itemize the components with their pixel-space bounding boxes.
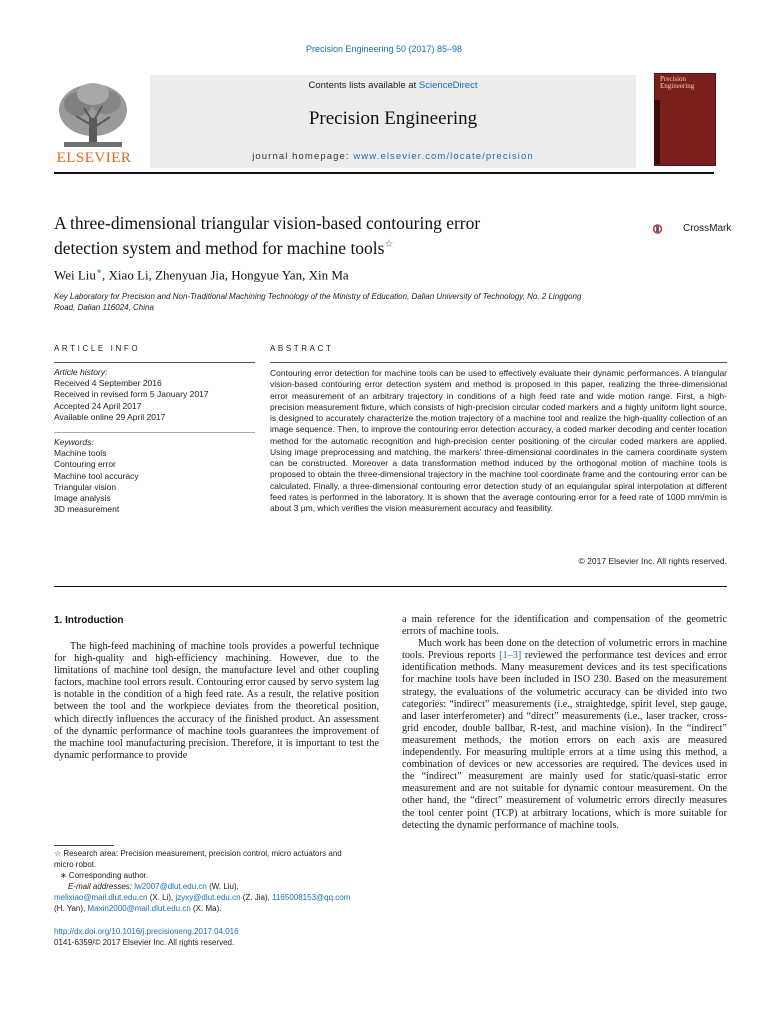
author-others: , Xiao Li, Zhenyuan Jia, Hongyue Yan, Xin Ma (102, 267, 349, 283)
email-link[interactable]: Maxin2000@mail.dlut.edu.cn (87, 904, 191, 913)
intro-paragraph-2-rest: reviewed the performance test devices and error identification methods. Many measurement devices and its test specifications for machine tools have been included in ISO 230. Based on the measurement strategy, the evaluations of the volumetric accuracy can be divided into two categories: “indirect” measurements (i.e., straightedge, spirit level, step gauge, and laser interferometer) and “direct” measurements (i.e., laser tracker, cross-grid encoder, double ballbar, R-test, and machine vision). In the “indirect” measurement methods, the motion errors on each axis are measured independently. For measuring multiple errors at a time using this method, a combination of devices or new accessories are required. The devices used in the “indirect” measurement are mainly used for static/quasi-static error measurement and are not suitable for dynamic contour measurement. On the other hand, the “direct” measurement of volumetric errors directly measures the tool center point (TCP) at arbitrary locations, which is more suitable for detecting the dynamic performance of machine tools. (402, 650, 727, 831)
abstract-rule (270, 362, 727, 363)
crossmark-icon[interactable] (652, 216, 682, 242)
footnote-emails-2 (54, 892, 379, 903)
homepage-prefix: journal homepage: (252, 151, 354, 162)
intro-paragraph-2 (402, 638, 727, 832)
sciencedirect-link[interactable]: ScienceDirect (418, 80, 478, 91)
keyword-item: Contouring error (54, 459, 116, 470)
paper-title-text: detection system and method for machine tools (54, 237, 385, 258)
article-history (54, 367, 254, 423)
keyword-item: Machine tool accuracy (54, 470, 139, 481)
email-label: E-mail addresses: (68, 882, 135, 891)
keyword-item: Image analysis (54, 493, 111, 504)
footnote-rule (54, 845, 114, 846)
keyword-item: 3D measurement (54, 504, 120, 515)
body-left-column (54, 641, 379, 762)
footnote-corresponding: ∗ Corresponding author. (60, 871, 149, 880)
publication-meta (54, 926, 379, 948)
history-revised: Received in revised form 5 January 2017 (54, 389, 209, 400)
email-link[interactable]: lw2007@dlut.edu.cn (134, 882, 207, 891)
journal-cover-title: Precision Engineering (660, 75, 695, 90)
history-online: Available online 29 April 2017 (54, 411, 166, 422)
history-accepted: Accepted 24 April 2017 (54, 400, 142, 411)
journal-cover-strip (654, 100, 660, 164)
elsevier-wordmark: ELSEVIER (56, 150, 132, 166)
keywords-rule (54, 432, 255, 433)
title-footnote-mark[interactable]: ☆ (384, 239, 394, 250)
intro-paragraph-2-start: Much work has been done on the detection of volumetric errors in machine tools. Previous reports (402, 638, 727, 662)
affiliation-line2: Road, Dalian 116024, China (54, 303, 154, 312)
contents-line (150, 80, 636, 91)
abstract-heading: ABSTRACT (270, 344, 334, 353)
reference-link[interactable]: [1–3] (499, 650, 522, 662)
crossmark-label[interactable]: CrossMark (683, 223, 732, 234)
journal-name: Precision Engineering (308, 108, 478, 129)
abstract-text: Contouring error detection for machine tools can be used to effectively evaluate their dynamic performances. A triangular vision-based contouring error detection system and method is proposed in this paper, realizing the three-dimensional error measurement of an arbitrary trajectory in conditions of a high feed rate and wide motion range. First, a high-precision measurement fixture, which consists of high-precision circular coded markers and a highly uniform light source, is designed to accurately characterize the motion trajectory of a machine tool and realize the high-quality collection of an image sequence. Then, to improve the contouring error detection accuracy, a coded marker decoding and center location method for the automatic recognition and high-precision center positioning of the circular coded markers are applied. Using image preprocessing and matching, the markers' three-dimensional coordinates in the camera coordinate system can be constructed. Moreover a data transformation method induced by the orthogonal motion of machine tools is proposed to obtain the three-dimensional trajectory in the machine tool coordinate frame and the contouring error can be calculated. Finally, a three-dimensional contouring error detection study of an equiangular spiral interpolation at different feed rates is performed in the laboratory. It is shown that the average contouring error for a feed rate of 1000 mm/min is about 3 μm, which verifies the vision measurement accuracy and feasibility. (270, 368, 727, 513)
keywords (54, 437, 254, 515)
body-right-column (402, 614, 727, 832)
corresponding-author-mark[interactable]: ∗ (95, 266, 103, 276)
email-owner: (H. Yan), (54, 904, 88, 913)
affiliation-line1: Key Laboratory for Precision and Non-Traditional Machining Technology of the Ministry of Education, Dalian University of Technology, No. 2 Linggong (54, 292, 582, 301)
article-info-heading: ARTICLE INFO (54, 344, 141, 353)
footnote-research-area: ☆ Research area: Precision measurement, precision control, micro actuators and (54, 849, 342, 858)
paper-title-line2 (54, 234, 614, 259)
email-owner: (Z. Jia), (240, 893, 273, 902)
footnote-emails-3 (54, 903, 379, 914)
email-owner: (X. Ma). (190, 904, 222, 913)
keyword-item: Machine tools (54, 448, 107, 459)
keywords-label: Keywords: (54, 437, 94, 447)
email-link[interactable]: jzyxy@dlut.edu.cn (175, 893, 241, 902)
author-list (54, 266, 349, 283)
doi-link[interactable]: http://dx.doi.org/10.1016/j.precisioneng.2017.04.016 (54, 927, 239, 936)
contents-prefix: Contents lists available at (308, 80, 419, 91)
keyword-item: Triangular vision (54, 481, 117, 492)
intro-paragraph-1-cont: a main reference for the identification and compensation of the geometric errors of machine tools. (402, 614, 727, 638)
email-owner: (W. Liu), (206, 882, 239, 891)
abstract-bottom-rule (54, 586, 727, 587)
email-link[interactable]: melixiao@mail.dlut.edu.cn (54, 893, 148, 902)
footnotes (54, 848, 379, 914)
paper-title (54, 212, 614, 259)
journal-citation[interactable]: Precision Engineering 50 (2017) 85–98 (305, 44, 463, 54)
introduction-heading: 1. Introduction (54, 615, 124, 626)
affiliation (54, 291, 654, 313)
header-divider (54, 172, 714, 174)
homepage-link[interactable]: www.elsevier.com/locate/precision (353, 151, 534, 162)
history-received: Received 4 September 2016 (54, 378, 162, 389)
journal-homepage (150, 151, 636, 162)
email-link[interactable]: 1165008153@qq.com (272, 893, 351, 902)
author-first: Wei Liu (54, 267, 96, 283)
footnote-emails (54, 881, 379, 892)
history-label: Article history: (54, 367, 108, 377)
intro-paragraph-1: The high-feed machining of machine tools provides a powerful technique for high-quality and high-efficiency machining. However, due to the limitations of machine tool design, the manufacture level and other coupling factors, machine tool errors result. Contouring error caused by servo system lag is notable in the condition of a high feed rate. As a result, the relative position between the tool and the workpiece deviates from the theoretical position, which directly influences the accuracy of the finished product. An assessment of the dynamic performance of machine tools guarantees the improvement of the machine tool manufacturing precision. Therefore, it is important to test the dynamic performance to provide (54, 641, 379, 761)
paper-title-line1: A three-dimensional triangular vision-based contouring error (54, 213, 481, 233)
issn-copyright: 0141-6359/© 2017 Elsevier Inc. All rights reserved. (54, 938, 235, 947)
article-info-rule (54, 362, 255, 363)
email-owner: (X. Li), (147, 893, 176, 902)
abstract-copyright: © 2017 Elsevier Inc. All rights reserved. (578, 556, 727, 566)
footnote-research-area-cont: micro robot. (54, 860, 97, 869)
